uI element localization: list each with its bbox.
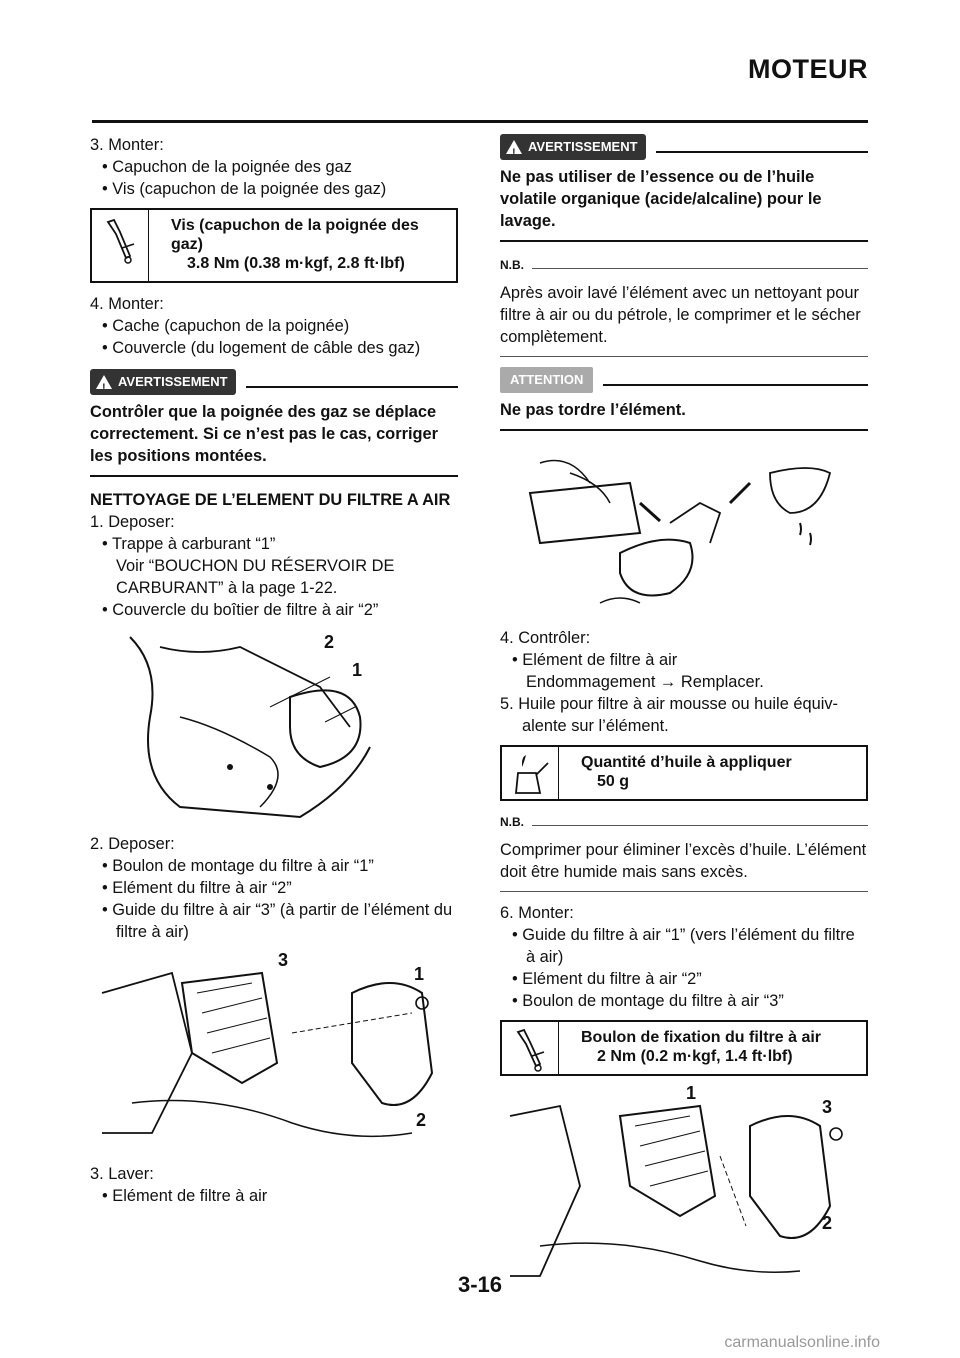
warning-badge: ! AVERTISSEMENT	[500, 134, 646, 160]
fig2-callout-3: 3	[278, 950, 289, 970]
s6-bullet1: • Guide du filtre à air “1” (vers l’élément du filtre à air)	[512, 926, 855, 966]
warning-triangle-icon: !	[96, 375, 112, 389]
s6-title: 6. Monter:	[500, 904, 574, 922]
step3-title: 3. Monter:	[90, 136, 164, 154]
warning-triangle-icon: !	[506, 140, 522, 154]
s2-bullet2: • Elément du filtre à air “2”	[102, 879, 292, 897]
right-column	[500, 134, 868, 1292]
fig4-callout-2: 2	[822, 1213, 833, 1233]
fig1-callout-1: 1	[352, 660, 363, 680]
warning-end-rule	[90, 475, 458, 477]
warning-badge: ! AVERTISSEMENT	[90, 369, 236, 395]
nb-header-2: N.B.	[500, 811, 868, 833]
s1-bullet1-ref: Voir “BOUCHON DU RÉSERVOIR DE CARBURANT” à la page 1-22.	[116, 557, 395, 597]
step3-bullet1: • Capuchon de la poignée des gaz	[102, 158, 352, 176]
s3-bullet1: • Elément de filtre à air	[102, 1187, 268, 1205]
nb-text-1: Après avoir lavé l’élément avec un nettoyant pour filtre à air ou du pétrole, le comprimer et le sécher complètement.	[500, 284, 861, 346]
spec3-value: 2 Nm (0.2 m·kgf, 1.4 ft·lbf)	[597, 1048, 793, 1065]
s4-bullet1: • Elément de filtre à air	[512, 651, 678, 669]
fig4-callout-1: 1	[686, 1083, 697, 1103]
fig2-callout-2: 2	[416, 1110, 427, 1130]
page-header-title: MOTEUR	[748, 54, 868, 84]
step4-title: 4. Monter:	[90, 295, 164, 313]
s5-title: 5. Huile pour filtre à air mousse ou huile équivalente sur l’élément.	[500, 695, 839, 735]
torque-wrench-icon	[502, 1022, 559, 1074]
figure-filter-install-illustration	[500, 1083, 868, 1286]
attention-header	[500, 367, 868, 393]
torque-spec-box-2	[500, 1020, 868, 1076]
s1-title: 1. Deposer:	[90, 513, 175, 531]
s4-title: 4. Contrôler:	[500, 629, 591, 647]
warning-header-left	[90, 369, 458, 395]
s2-bullet3: • Guide du filtre à air “3” (à partir de l’élément du filtre à air)	[102, 901, 453, 941]
s2-bullet1: • Boulon de montage du filtre à air “1”	[102, 857, 374, 875]
figure-fuel-cap-illustration	[90, 627, 458, 827]
attention-text: Ne pas tordre l’élément.	[500, 401, 686, 419]
spec1-value: 3.8 Nm (0.38 m·kgf, 2.8 ft·lbf)	[187, 255, 405, 272]
left-column	[90, 134, 458, 1207]
spec1-label: Vis (capuchon de la poignée des gaz)	[171, 217, 419, 253]
warning-header-right	[500, 134, 868, 160]
spec3-label: Boulon de fixation du filtre à air	[581, 1029, 822, 1046]
figure-filter-removal-illustration	[90, 949, 458, 1157]
attention-badge: ATTENTION	[500, 367, 593, 393]
oil-can-icon	[502, 747, 559, 799]
oil-spec-box	[500, 745, 868, 801]
s2-title: 2. Deposer:	[90, 835, 175, 853]
page-number: 3-16	[457, 1272, 503, 1297]
watermark: carmanualsonline.info	[724, 1334, 880, 1351]
torque-spec-box-1	[90, 208, 458, 283]
fig4-callout-3: 3	[822, 1097, 833, 1117]
s1-bullet1: • Trappe à carburant “1”	[102, 535, 276, 553]
header-rule	[92, 120, 868, 123]
s1-bullet2: • Couvercle du boîtier de filtre à air “2”	[102, 601, 379, 619]
nb-text-2: Comprimer pour éliminer l’excès d’huile. L’élément doit être humide mais sans excès.	[500, 841, 867, 881]
step4-bullet1: • Cache (capuchon de la poignée)	[102, 317, 350, 335]
s6-bullet3: • Boulon de montage du filtre à air “3”	[512, 992, 784, 1010]
figure-washing-illustration	[500, 443, 868, 621]
fig1-callout-2: 2	[324, 632, 335, 652]
s3-title: 3. Laver:	[90, 1165, 154, 1183]
s6-bullet2: • Elément du filtre à air “2”	[512, 970, 702, 988]
step3-bullet2: • Vis (capuchon de la poignée des gaz)	[102, 180, 387, 198]
s4-bullet1-detail: Endommagement → Remplacer.	[526, 673, 764, 691]
fig2-callout-1: 1	[414, 964, 425, 984]
section-heading: NETTOYAGE DE L’ELEMENT DU FILTRE A AIR	[90, 491, 451, 509]
warning-text-right: Ne pas utiliser de l’essence ou de l’huile volatile organique (acide/alcaline) pour le lavage.	[500, 168, 822, 230]
warning-text-left: Contrôler que la poignée des gaz se déplace correctement. Si ce n’est pas le cas, corriger les positions montées.	[90, 403, 439, 465]
nb-header-1: N.B.	[500, 254, 868, 276]
step4-bullet2: • Couvercle (du logement de câble des gaz)	[102, 339, 421, 357]
spec2-label: Quantité d’huile à appliquer	[581, 754, 792, 771]
torque-wrench-icon	[92, 210, 149, 281]
spec2-value: 50 g	[597, 773, 630, 790]
